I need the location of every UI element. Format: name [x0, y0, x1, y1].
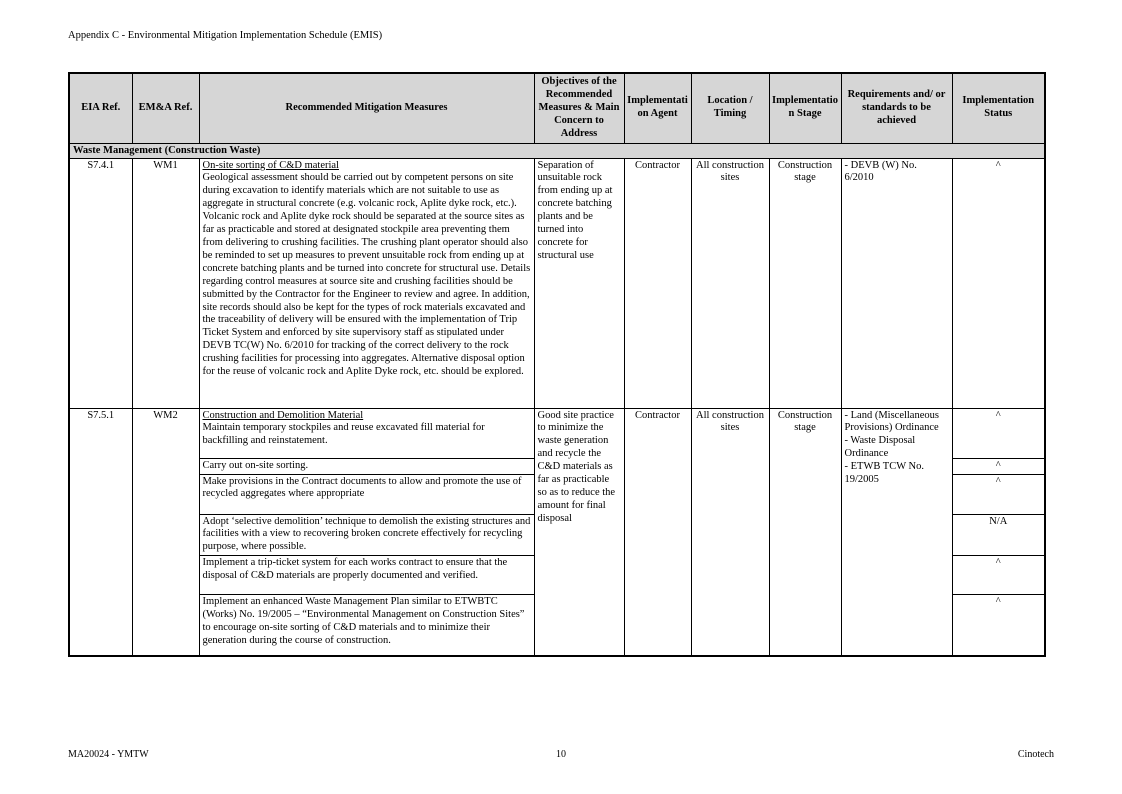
- eia-ref-cell: S7.5.1: [69, 408, 132, 656]
- status-cell: ^: [952, 474, 1045, 514]
- measure-cell: Make provisions in the Contract documents to allow and promote the use of recycled aggregates where appropriate: [199, 474, 534, 514]
- agent-cell: Contractor: [624, 158, 691, 408]
- status-cell: ^: [952, 458, 1045, 474]
- stage-cell: Construction stage: [769, 158, 841, 408]
- measure-cell: Implement an enhanced Waste Management Plan similar to ETWBTC (Works) No. 19/2005 – “Environmental Management on Construction Sites” to encourage on-site sorting of C&D materials and to minimize their generation during the course of construction.: [199, 595, 534, 656]
- status-cell: ^: [952, 595, 1045, 656]
- col-header-requirements: Requirements and/ or standards to be achieved: [841, 73, 952, 143]
- requirements-cell: [841, 158, 952, 408]
- col-header-location-timing: Location / Timing: [691, 73, 769, 143]
- status-cell: N/A: [952, 514, 1045, 556]
- table-header-row: [69, 73, 1045, 143]
- measure-body: Geological assessment should be carried out by competent persons on site during excavation to identify materials which are not suitable to use as aggregate in structural concrete (e.g. volcanic rock, Aplite dyke rock, etc.). Volcanic rock and Aplite dyke rock should be separated at the source sites as far as practicable and stored at designated stockpile area preventing them from delivering to crushing facilities. The crushing plant operator should also be reminded to set up measures to prevent unsuitable rock from ending up at concrete batching plants and be turned into concrete for structural use. Details regarding control measures at source site and crushing facilities should be submitted by the Contractor for the Engineer to review and agree. In addition, site records should also be kept for the types of rock materials excavated and the traceability of delivery will be ensured with the implementation of Trip Ticket System and enforced by site supervisory staff as stipulated under DEVB TC(W) No. 6/2010 for tracking of the correct delivery to the rock crushing facilities for processing into aggregates. Alternative disposal option for the reuse of volcanic rock and Aplite Dyke rock, etc. should be explored.: [202, 172, 531, 378]
- ema-ref-cell: WM2: [132, 408, 199, 656]
- measure-body: Maintain temporary stockpiles and reuse excavated fill material for backfilling and reinstatement.: [202, 422, 485, 447]
- agent-cell: Contractor: [624, 408, 691, 656]
- footer-project-code: MA20024 - YMTW: [68, 749, 149, 760]
- requirement-item: - ETWB TCW No. 19/2005: [844, 461, 925, 486]
- col-header-status: Implementation Status: [952, 73, 1045, 143]
- status-cell: ^: [952, 408, 1045, 458]
- footer-company-name: Cinotech: [1017, 749, 1054, 760]
- requirement-item: - DEVB (W) No. 6/2010: [844, 159, 917, 184]
- emis-table: [68, 72, 1046, 657]
- measure-cell: [199, 158, 534, 408]
- requirements-cell: [841, 408, 952, 656]
- ema-ref-cell: WM1: [132, 158, 199, 408]
- document-header-note: Appendix C - Environmental Mitigation Implementation Schedule (EMIS): [68, 30, 383, 41]
- eia-ref-cell: S7.4.1: [69, 158, 132, 408]
- measure-title: Construction and Demolition Material: [202, 409, 364, 421]
- location-cell: All construction sites: [691, 408, 769, 656]
- measure-title: On-site sorting of C&D material: [202, 159, 339, 171]
- mitigation-row-wm1: [69, 158, 1045, 408]
- objectives-cell: Separation of unsuitable rock from ending up at concrete batching plants and be turned into concrete for structural use: [534, 158, 624, 408]
- requirement-item: - Waste Disposal Ordinance: [844, 435, 916, 460]
- col-header-measures: Recommended Mitigation Measures: [199, 73, 534, 143]
- measure-cell: Carry out on-site sorting.: [199, 458, 534, 474]
- section-header-row: [69, 143, 1045, 158]
- col-header-eia-ref: EIA Ref.: [69, 73, 132, 143]
- requirement-item: - Land (Miscellaneous Provisions) Ordinance: [844, 409, 939, 434]
- mitigation-row-wm2: [69, 408, 1045, 458]
- section-title: Waste Management (Construction Waste): [69, 143, 1045, 158]
- stage-cell: Construction stage: [769, 408, 841, 656]
- measure-cell: Adopt ‘selective demolition’ technique to demolish the existing structures and facilities with a view to recovering broken concrete effectively for recycling purpose, where possible.: [199, 514, 534, 556]
- status-cell: ^: [952, 158, 1045, 408]
- status-cell: ^: [952, 556, 1045, 595]
- col-header-objectives: Objectives of the Recommended Measures & Main Concern to Address: [534, 73, 624, 143]
- col-header-stage: Implementation Stage: [769, 73, 841, 143]
- location-cell: All construction sites: [691, 158, 769, 408]
- col-header-ema-ref: EM&A Ref.: [132, 73, 199, 143]
- objectives-cell: Good site practice to minimize the waste generation and recycle the C&D materials as far as practicable so as to reduce the amount for final disposal: [534, 408, 624, 656]
- footer-page-number: 10: [556, 749, 566, 760]
- col-header-agent: Implementation Agent: [624, 73, 691, 143]
- measure-cell: [199, 408, 534, 458]
- measure-cell: Implement a trip-ticket system for each works contract to ensure that the disposal of C&D materials are properly documented and verified.: [199, 556, 534, 595]
